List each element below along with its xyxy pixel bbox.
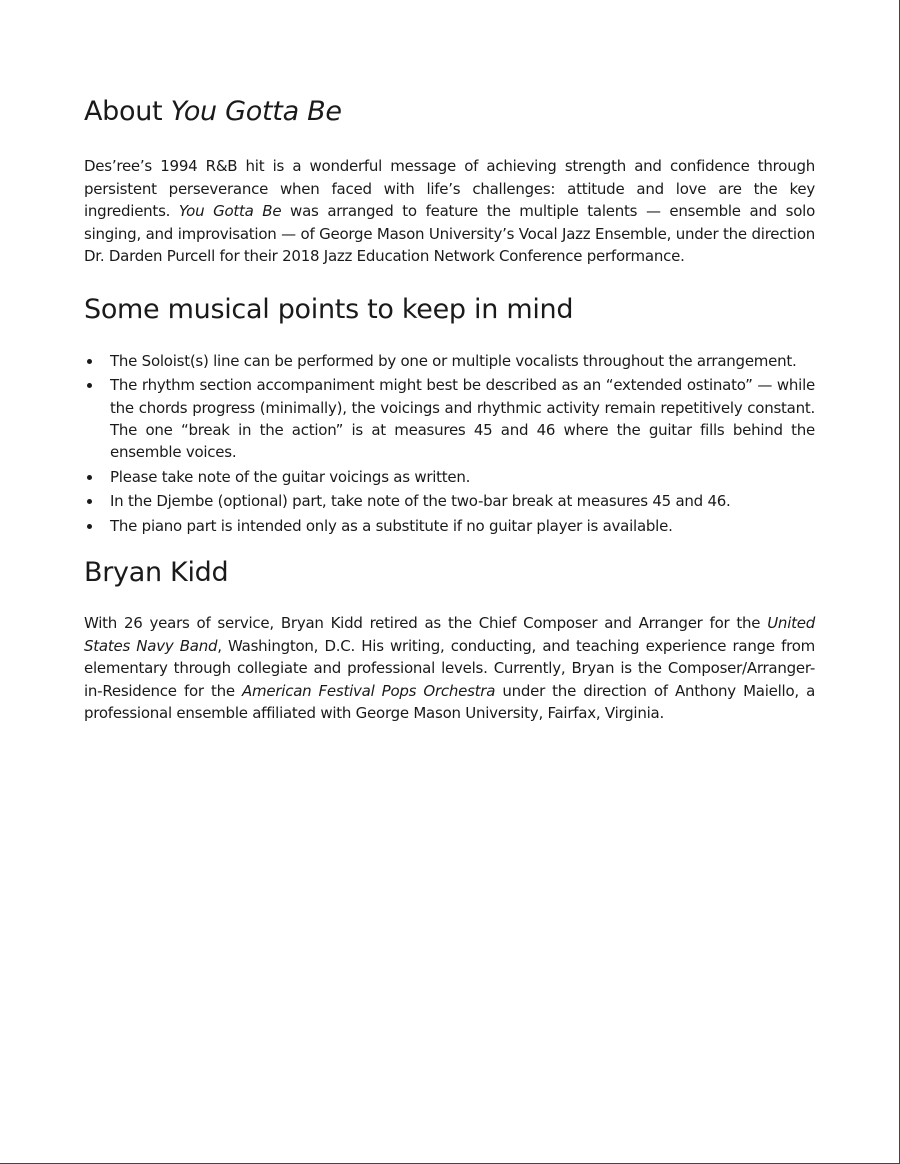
bio-text-1: With 26 years of service, Bryan Kidd retired as the Chief Composer and Arranger for the [84,614,768,633]
about-text-2: was arranged to feature the multiple talents — ensemble and solo singing, and improvisation — of George Mason University’s Vocal Jazz Ensemble, under the direction Dr. Darden Purcell for their 2018 Jazz Education Network Conference performance. [84,202,815,266]
points-heading: Some musical points to keep in mind [84,294,574,326]
about-section [84,96,815,267]
points-list [84,350,815,537]
page-content [84,96,815,724]
about-text-title: You Gotta Be [178,202,282,221]
about-text-1: Des’ree’s 1994 R&B hit is a wonderful message of achieving strength and confidence through persistent perseverance when faced with life’s challenges: attitude and love are the key ingredients. [84,157,815,221]
list-item: The piano part is intended only as a substitute if no guitar player is available. [84,515,815,537]
about-heading-title: You Gotta Be [170,96,342,127]
list-item: Please take note of the guitar voicings as written. [84,466,815,488]
list-item: The Soloist(s) line can be performed by one or multiple vocalists throughout the arrangement. [84,350,815,372]
bio-italic-navy-band: United States Navy Band [84,614,815,655]
about-paragraph [84,155,815,267]
about-heading-prefix: About [84,96,171,127]
list-item: The rhythm section accompaniment might best be described as an “extended ostinato” — while the chords progress (minimally), the voicings and rhythmic activity remain repetitively constant. The one “break in the action” is at measures 45 and 46 where the guitar fills behind the ensemble voices. [84,374,815,464]
about-heading [84,96,815,128]
bio-heading: Bryan Kidd [84,557,229,589]
bio-section [84,557,815,724]
points-section [84,294,815,537]
bio-text-2: , Washington, D.C. His writing, conducting, and teaching experience range from elementary through collegiate and professional levels. Currently, Bryan is the Composer/Arranger-in-Residence for the [84,636,815,700]
bio-text-3: under the direction of Anthony Maiello, a professional ensemble affiliated with George Mason University, Fairfax, Virginia. [84,681,816,723]
bio-italic-pops-orchestra: American Festival Pops Orchestra [242,681,496,700]
bio-paragraph [84,612,815,724]
list-item: In the Djembe (optional) part, take note of the two-bar break at measures 45 and 46. [84,490,815,512]
